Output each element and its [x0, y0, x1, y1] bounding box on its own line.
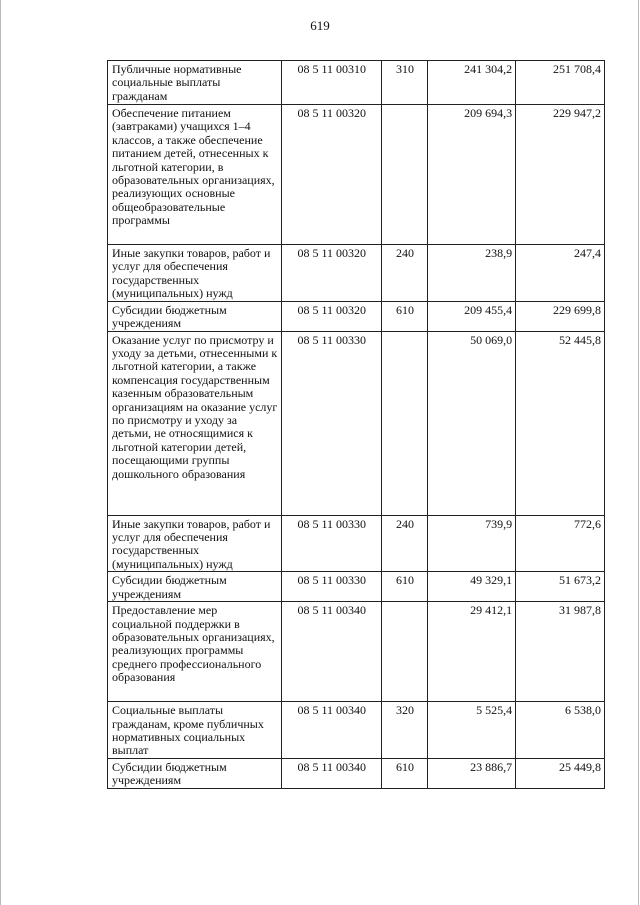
cell-value-2: 229 699,8 — [516, 301, 605, 331]
table-row — [108, 572, 605, 602]
scan-left-edge — [0, 0, 1, 905]
cell-type — [381, 602, 427, 702]
cell-type: 320 — [381, 702, 427, 759]
cell-type: 610 — [381, 758, 427, 788]
table-row — [108, 245, 605, 302]
cell-name: Субсидии бюджетным учреждениям — [108, 758, 282, 788]
cell-name: Социальные выплаты гражданам, кроме публичных нормативных социальных выплат — [108, 702, 282, 759]
cell-name: Иные закупки товаров, работ и услуг для обеспечения государственных (муниципальных) нужд — [108, 515, 282, 572]
cell-value-1: 49 329,1 — [428, 572, 516, 602]
cell-type: 610 — [381, 301, 427, 331]
cell-name: Публичные нормативные социальные выплаты гражданам — [108, 61, 282, 105]
page-number: 619 — [310, 18, 330, 33]
cell-value-2: 247,4 — [516, 245, 605, 302]
cell-type — [381, 105, 427, 245]
cell-value-1: 23 886,7 — [428, 758, 516, 788]
cell-value-1: 241 304,2 — [428, 61, 516, 105]
cell-name: Оказание услуг по присмотру и уходу за детьми, отнесенными к льготной категории, а также компенсация государственным казенным образовательным организациям на оказание услуг по присмотру и уходу за детьми, не относящимися к льготной категории детей, посещающими группы дошкольного образования — [108, 331, 282, 515]
cell-value-2: 51 673,2 — [516, 572, 605, 602]
cell-value-2: 25 449,8 — [516, 758, 605, 788]
table-row — [108, 702, 605, 759]
table-row — [108, 758, 605, 788]
cell-value-1: 238,9 — [428, 245, 516, 302]
cell-name: Обеспечение питанием (завтраками) учащихся 1–4 классов, а также обеспечение питанием детей, отнесенных к льготной категории, в образовательных организациях, реализующих основные общеобразовательные программы — [108, 105, 282, 245]
cell-value-2: 52 445,8 — [516, 331, 605, 515]
cell-code: 08 5 11 00330 — [281, 515, 381, 572]
cell-name: Иные закупки товаров, работ и услуг для обеспечения государственных (муниципальных) нужд — [108, 245, 282, 302]
cell-type: 240 — [381, 245, 427, 302]
cell-code: 08 5 11 00330 — [281, 572, 381, 602]
cell-code: 08 5 11 00340 — [281, 702, 381, 759]
cell-value-1: 209 694,3 — [428, 105, 516, 245]
cell-value-2: 6 538,0 — [516, 702, 605, 759]
cell-code: 08 5 11 00320 — [281, 301, 381, 331]
cell-value-1: 209 455,4 — [428, 301, 516, 331]
cell-code: 08 5 11 00320 — [281, 105, 381, 245]
cell-type: 310 — [381, 61, 427, 105]
cell-value-2: 229 947,2 — [516, 105, 605, 245]
cell-value-2: 772,6 — [516, 515, 605, 572]
table-row — [108, 105, 605, 245]
cell-value-1: 29 412,1 — [428, 602, 516, 702]
cell-value-1: 5 525,4 — [428, 702, 516, 759]
table-row — [108, 515, 605, 572]
cell-name: Субсидии бюджетным учреждениям — [108, 572, 282, 602]
cell-value-1: 50 069,0 — [428, 331, 516, 515]
cell-code: 08 5 11 00340 — [281, 758, 381, 788]
cell-type: 610 — [381, 572, 427, 602]
table-row — [108, 331, 605, 515]
cell-type — [381, 331, 427, 515]
cell-code: 08 5 11 00330 — [281, 331, 381, 515]
scan-right-edge — [638, 0, 639, 905]
cell-value-2: 251 708,4 — [516, 61, 605, 105]
cell-code: 08 5 11 00320 — [281, 245, 381, 302]
table-row — [108, 61, 605, 105]
cell-code: 08 5 11 00340 — [281, 602, 381, 702]
cell-name: Предоставление мер социальной поддержки в образовательных организациях, реализующих программы среднего профессионального образования — [108, 602, 282, 702]
table-row — [108, 301, 605, 331]
table-row — [108, 602, 605, 702]
cell-code: 08 5 11 00310 — [281, 61, 381, 105]
budget-table — [107, 60, 605, 789]
cell-value-2: 31 987,8 — [516, 602, 605, 702]
cell-type: 240 — [381, 515, 427, 572]
cell-value-1: 739,9 — [428, 515, 516, 572]
cell-name: Субсидии бюджетным учреждениям — [108, 301, 282, 331]
